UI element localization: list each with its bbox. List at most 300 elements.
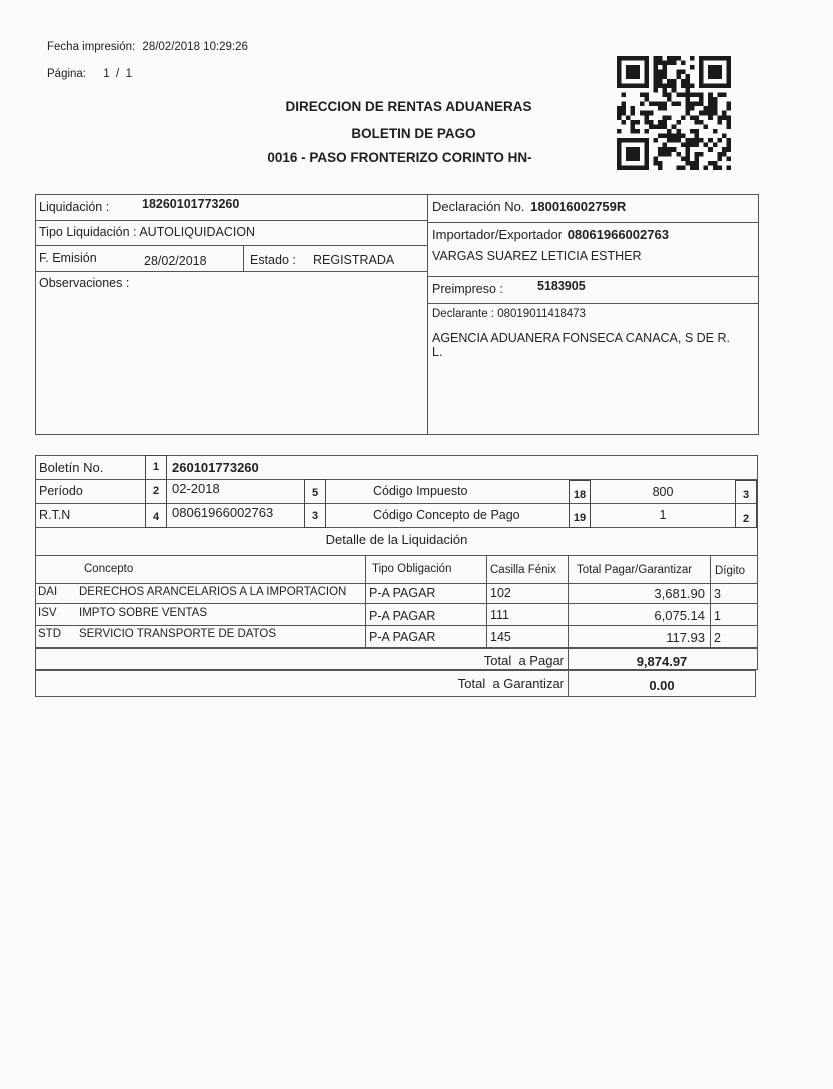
qr-module xyxy=(672,124,677,129)
qr-module xyxy=(685,161,690,166)
qr-module xyxy=(695,152,700,157)
qr-module xyxy=(631,120,636,125)
qr-module xyxy=(640,138,645,143)
qr-module xyxy=(685,111,690,116)
qr-module xyxy=(713,102,718,107)
qr-module xyxy=(658,120,663,125)
qr-module xyxy=(617,70,622,75)
qr-module xyxy=(713,83,718,88)
preimpreso-value: 5183905 xyxy=(537,279,586,293)
qr-module xyxy=(690,83,695,88)
qr-module xyxy=(658,147,663,152)
qr-module xyxy=(626,152,631,157)
qr-module xyxy=(644,61,649,66)
qr-module xyxy=(726,106,731,111)
qr-module xyxy=(722,152,727,157)
qr-module xyxy=(653,74,658,79)
qr-module xyxy=(622,102,627,107)
qr-module xyxy=(699,83,704,88)
qr-module xyxy=(667,115,672,120)
qr-module xyxy=(649,120,654,125)
qr-module xyxy=(685,74,690,79)
qr-module xyxy=(717,115,722,120)
qr-module xyxy=(713,65,718,70)
qr-module xyxy=(699,65,704,70)
declarante-name-line2: L. xyxy=(432,345,443,359)
qr-module xyxy=(653,88,658,93)
qr-module xyxy=(708,115,713,120)
qr-module xyxy=(676,134,681,139)
qr-module xyxy=(617,165,622,170)
qr-module xyxy=(672,147,677,152)
qr-module xyxy=(699,97,704,102)
print-date-value: 28/02/2018 10:29:26 xyxy=(142,41,248,53)
qr-module xyxy=(717,65,722,70)
qr-module xyxy=(685,152,690,157)
tipo-liquidacion xyxy=(39,225,255,239)
qr-module xyxy=(653,156,658,161)
declarante-value: 08019011418473 xyxy=(497,308,586,320)
qr-module xyxy=(644,138,649,143)
row-code: DAI xyxy=(38,586,58,598)
row-total: 117.93 xyxy=(666,630,705,645)
qr-module xyxy=(658,102,663,107)
qr-module xyxy=(658,152,663,157)
qr-module xyxy=(699,111,704,116)
qr-module xyxy=(676,120,681,125)
qr-module xyxy=(676,102,681,107)
qr-module xyxy=(631,165,636,170)
row-tipo: P-A PAGAR xyxy=(369,630,436,644)
emision-value: 28/02/2018 xyxy=(144,254,207,268)
qr-module xyxy=(663,152,668,157)
qr-module xyxy=(676,138,681,143)
declarante-label: Declarante : xyxy=(432,308,495,320)
qr-module xyxy=(717,70,722,75)
qr-module xyxy=(667,129,672,134)
qr-module xyxy=(649,111,654,116)
qr-module xyxy=(690,161,695,166)
qr-module xyxy=(626,56,631,61)
qr-module xyxy=(640,83,645,88)
periodo-box-number: 2 xyxy=(152,485,160,497)
qr-module xyxy=(695,102,700,107)
qr-module xyxy=(653,83,658,88)
qr-module xyxy=(644,129,649,134)
row-tipo: P-A PAGAR xyxy=(369,586,436,600)
qr-module xyxy=(672,138,677,143)
qr-module xyxy=(626,156,631,161)
qr-module xyxy=(635,156,640,161)
qr-module xyxy=(653,70,658,75)
codigo-impuesto-value: 800 xyxy=(652,485,674,499)
qr-module xyxy=(722,56,727,61)
qr-module xyxy=(699,92,704,97)
qr-module xyxy=(653,124,658,129)
row-concepto: DERECHOS ARANCELARIOS A LA IMPORTACION xyxy=(79,586,347,598)
row-total: 3,681.90 xyxy=(654,586,705,601)
qr-module xyxy=(713,106,718,111)
qr-module xyxy=(695,92,700,97)
qr-module xyxy=(708,102,713,107)
qr-module xyxy=(631,124,636,129)
qr-module xyxy=(663,143,668,148)
qr-module xyxy=(635,165,640,170)
qr-module xyxy=(713,70,718,75)
qr-module xyxy=(722,147,727,152)
qr-module xyxy=(722,83,727,88)
qr-module xyxy=(640,56,645,61)
qr-module xyxy=(631,129,636,134)
qr-module xyxy=(681,115,686,120)
qr-module xyxy=(726,70,731,75)
qr-module xyxy=(622,106,627,111)
qr-module xyxy=(635,56,640,61)
qr-module xyxy=(644,165,649,170)
qr-module xyxy=(722,134,727,139)
qr-module xyxy=(672,56,677,61)
row-code: STD xyxy=(38,628,61,640)
liquidacion-label: Liquidación : xyxy=(39,200,110,214)
qr-module xyxy=(672,61,677,66)
qr-module xyxy=(667,138,672,143)
qr-module xyxy=(617,156,622,161)
qr-module xyxy=(717,56,722,61)
qr-module xyxy=(663,92,668,97)
qr-module xyxy=(644,79,649,84)
qr-module xyxy=(631,74,636,79)
qr-module xyxy=(644,74,649,79)
row-code: ISV xyxy=(38,607,57,619)
qr-module xyxy=(726,115,731,120)
qr-module xyxy=(663,70,668,75)
qr-module xyxy=(685,102,690,107)
qr-module xyxy=(663,134,668,139)
qr-module xyxy=(726,56,731,61)
qr-module xyxy=(726,138,731,143)
qr-module xyxy=(663,120,668,125)
qr-module xyxy=(685,88,690,93)
qr-module xyxy=(658,165,663,170)
qr-module xyxy=(708,74,713,79)
qr-module xyxy=(617,152,622,157)
row-total: 6,075.14 xyxy=(654,608,705,623)
qr-module xyxy=(649,124,654,129)
qr-module xyxy=(626,83,631,88)
qr-module xyxy=(667,147,672,152)
rtn-box-number: 4 xyxy=(152,511,160,523)
qr-module xyxy=(667,61,672,66)
qr-module xyxy=(626,147,631,152)
qr-module xyxy=(626,165,631,170)
qr-module xyxy=(726,61,731,66)
qr-module xyxy=(635,138,640,143)
qr-module xyxy=(713,165,718,170)
qr-module xyxy=(704,111,709,116)
row-casilla: 111 xyxy=(490,608,510,622)
qr-module xyxy=(635,120,640,125)
qr-module xyxy=(644,161,649,166)
qr-module xyxy=(681,165,686,170)
qr-module xyxy=(726,156,731,161)
codigo-impuesto-digit: 3 xyxy=(742,489,750,501)
qr-module xyxy=(681,134,686,139)
qr-module xyxy=(722,115,727,120)
qr-module xyxy=(717,156,722,161)
qr-module xyxy=(676,165,681,170)
qr-module xyxy=(672,134,677,139)
declaracion-value: 180016002759R xyxy=(530,199,627,214)
qr-module xyxy=(681,143,686,148)
importador-value: 08061966002763 xyxy=(567,227,669,242)
periodo-value: 02-2018 xyxy=(172,481,220,496)
qr-module xyxy=(622,120,627,125)
qr-module xyxy=(617,143,622,148)
qr-module xyxy=(672,79,677,84)
qr-module xyxy=(726,102,731,107)
declaracion-label: Declaración No. xyxy=(432,199,525,214)
qr-module xyxy=(708,161,713,166)
periodo-box2-number: 5 xyxy=(311,487,319,499)
rtn-box2-number: 3 xyxy=(311,510,319,522)
codigo-concepto-value: 1 xyxy=(659,508,667,522)
qr-module xyxy=(622,83,627,88)
qr-module xyxy=(644,56,649,61)
qr-module xyxy=(726,120,731,125)
qr-module xyxy=(653,56,658,61)
qr-module xyxy=(622,111,627,116)
qr-module xyxy=(685,106,690,111)
qr-module xyxy=(644,111,649,116)
qr-module xyxy=(681,92,686,97)
qr-module xyxy=(644,97,649,102)
qr-module xyxy=(635,74,640,79)
qr-module xyxy=(649,102,654,107)
qr-module xyxy=(685,156,690,161)
codigo-impuesto-box-number: 18 xyxy=(573,489,587,501)
qr-module xyxy=(699,74,704,79)
qr-module xyxy=(631,65,636,70)
print-date xyxy=(47,41,248,53)
col-concepto: Concepto xyxy=(84,563,134,575)
boletin-box-number: 1 xyxy=(152,461,160,473)
qr-module xyxy=(699,70,704,75)
qr-module xyxy=(704,56,709,61)
qr-module xyxy=(617,129,622,134)
row-concepto: SERVICIO TRANSPORTE DE DATOS xyxy=(79,628,277,640)
qr-module xyxy=(667,97,672,102)
qr-module xyxy=(667,134,672,139)
qr-module xyxy=(695,120,700,125)
qr-module xyxy=(676,129,681,134)
row-concepto: IMPTO SOBRE VENTAS xyxy=(79,607,208,619)
qr-module xyxy=(699,152,704,157)
qr-module xyxy=(695,143,700,148)
qr-module xyxy=(704,83,709,88)
qr-module xyxy=(685,83,690,88)
qr-module xyxy=(695,156,700,161)
qr-module xyxy=(626,65,631,70)
page-label: Página: xyxy=(47,68,87,80)
qr-module xyxy=(644,156,649,161)
qr-module xyxy=(640,102,645,107)
tipo-liquidacion-label: Tipo Liquidación : xyxy=(39,225,137,239)
qr-module xyxy=(704,106,709,111)
qr-module xyxy=(713,97,718,102)
qr-module xyxy=(690,143,695,148)
qr-module xyxy=(717,165,722,170)
qr-module xyxy=(617,138,622,143)
qr-module xyxy=(626,70,631,75)
qr-module xyxy=(708,70,713,75)
qr-module xyxy=(631,111,636,116)
boletin-value: 260101773260 xyxy=(172,460,259,475)
qr-module xyxy=(658,56,663,61)
qr-module xyxy=(617,56,622,61)
col-casilla-fenix: Casilla Fénix xyxy=(490,564,556,576)
document-title: BOLETIN DE PAGO xyxy=(351,126,476,141)
qr-module xyxy=(644,83,649,88)
qr-module xyxy=(667,79,672,84)
declaracion xyxy=(432,199,626,214)
qr-module xyxy=(635,65,640,70)
qr-module xyxy=(717,138,722,143)
qr-module xyxy=(617,161,622,166)
boletin-label: Boletín No. xyxy=(39,460,104,475)
qr-module xyxy=(708,97,713,102)
qr-module xyxy=(658,106,663,111)
qr-module xyxy=(626,74,631,79)
importador-label: Importador/Exportador xyxy=(432,227,563,242)
qr-module xyxy=(713,161,718,166)
qr-module xyxy=(622,138,627,143)
observaciones-label: Observaciones : xyxy=(39,276,130,290)
qr-module xyxy=(676,74,681,79)
qr-module xyxy=(699,56,704,61)
qr-module xyxy=(685,92,690,97)
qr-module xyxy=(658,83,663,88)
qr-module xyxy=(672,83,677,88)
qr-module xyxy=(699,120,704,125)
qr-module xyxy=(685,79,690,84)
qr-module xyxy=(631,147,636,152)
qr-module xyxy=(663,83,668,88)
qr-module xyxy=(690,129,695,134)
qr-module xyxy=(631,56,636,61)
qr-module xyxy=(617,115,622,120)
qr-module xyxy=(617,74,622,79)
qr-module xyxy=(708,56,713,61)
qr-module xyxy=(631,83,636,88)
qr-module xyxy=(667,152,672,157)
codigo-concepto-box-number: 19 xyxy=(573,512,587,524)
qr-module xyxy=(617,83,622,88)
codigo-concepto-digit: 2 xyxy=(742,513,750,525)
qr-module xyxy=(653,138,658,143)
page-value: 1 / 1 xyxy=(103,68,132,80)
qr-module xyxy=(676,92,681,97)
qr-module xyxy=(726,83,731,88)
qr-module xyxy=(635,70,640,75)
qr-module xyxy=(672,102,677,107)
qr-module xyxy=(663,61,668,66)
qr-module xyxy=(644,120,649,125)
qr-module xyxy=(676,70,681,75)
qr-module xyxy=(699,138,704,143)
rtn-label: R.T.N xyxy=(39,508,71,522)
qr-module xyxy=(690,165,695,170)
col-total: Total Pagar/Garantizar xyxy=(577,564,693,576)
qr-module xyxy=(717,74,722,79)
qr-module xyxy=(667,83,672,88)
qr-module xyxy=(704,124,709,129)
qr-module xyxy=(726,147,731,152)
qr-module xyxy=(685,147,690,152)
qr-module xyxy=(667,92,672,97)
qr-module xyxy=(708,83,713,88)
qr-module xyxy=(640,92,645,97)
qr-module xyxy=(690,92,695,97)
qr-module xyxy=(644,143,649,148)
qr-code-icon xyxy=(617,56,731,170)
qr-module xyxy=(635,129,640,134)
qr-module xyxy=(663,74,668,79)
qr-module xyxy=(704,143,709,148)
total-garantizar-value: 0.00 xyxy=(649,678,675,693)
qr-module xyxy=(658,61,663,66)
qr-module xyxy=(658,79,663,84)
declarante-name-line1: AGENCIA ADUANERA FONSECA CANACA, S DE R. xyxy=(432,331,730,345)
qr-module xyxy=(681,61,686,66)
qr-module xyxy=(695,165,700,170)
qr-module xyxy=(676,56,681,61)
customs-office: 0016 - PASO FRONTERIZO CORINTO HN- xyxy=(267,150,532,165)
qr-module xyxy=(713,74,718,79)
qr-module xyxy=(722,92,727,97)
qr-module xyxy=(685,143,690,148)
qr-module xyxy=(708,65,713,70)
qr-module xyxy=(726,79,731,84)
rtn-value: 08061966002763 xyxy=(172,505,274,520)
qr-module xyxy=(653,61,658,66)
qr-module xyxy=(663,88,668,93)
qr-module xyxy=(663,147,668,152)
qr-module xyxy=(653,65,658,70)
qr-module xyxy=(708,111,713,116)
qr-module xyxy=(653,161,658,166)
qr-module xyxy=(708,106,713,111)
qr-module xyxy=(635,152,640,157)
qr-module xyxy=(631,106,636,111)
qr-module xyxy=(626,115,631,120)
row-casilla: 145 xyxy=(490,630,511,644)
qr-module xyxy=(713,111,718,116)
qr-module xyxy=(640,165,645,170)
qr-module xyxy=(685,97,690,102)
qr-module xyxy=(681,70,686,75)
qr-module xyxy=(690,106,695,111)
qr-module xyxy=(617,61,622,66)
qr-module xyxy=(644,92,649,97)
qr-module xyxy=(713,129,718,134)
qr-module xyxy=(653,79,658,84)
estado-label: Estado : xyxy=(250,253,296,267)
qr-module xyxy=(617,65,622,70)
qr-module xyxy=(617,111,622,116)
qr-module xyxy=(622,92,627,97)
qr-module xyxy=(676,152,681,157)
col-tipo-obligacion: Tipo Obligación xyxy=(372,563,452,575)
